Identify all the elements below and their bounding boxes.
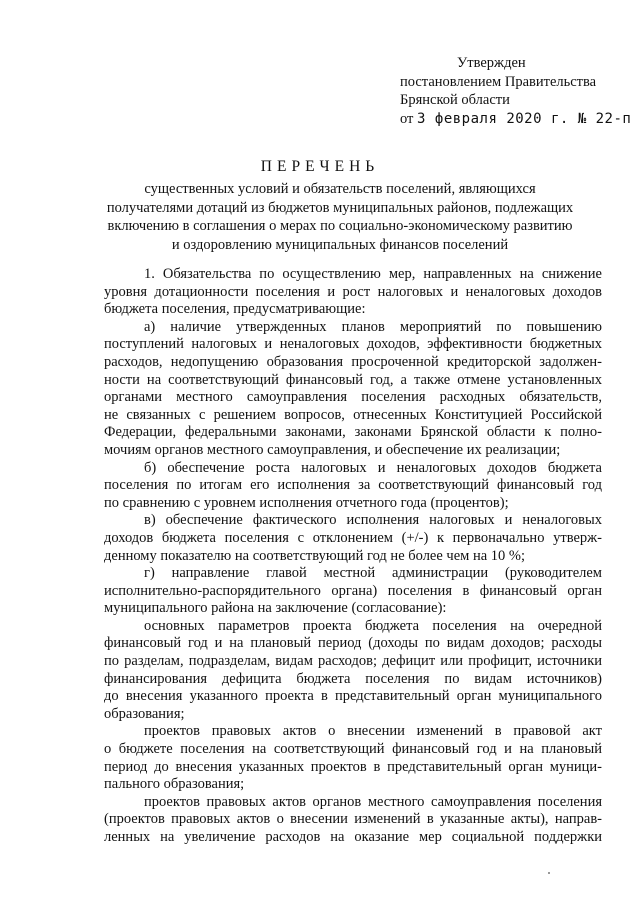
body-line: органами местного самоуправления поселения расходных обязательств, bbox=[104, 389, 602, 406]
body-line: 1. Обязательства по осуществлению мер, направленных на снижение bbox=[144, 266, 602, 282]
body-line: доходов бюджета поселения с отклонением (+/-) к первоначально утверж- bbox=[104, 529, 602, 546]
body-line: бюджета поселения, предусматривающие: bbox=[104, 301, 366, 318]
body-line: проектов правовых актов о внесении изменений в правовой акт bbox=[144, 723, 602, 740]
approval-date-handwritten: 3 февраля 2020 г. № 22-п bbox=[417, 110, 632, 127]
body-line: расходов, недопущению образования просроченной кредиторской задолжен- bbox=[104, 353, 602, 370]
body-line: мочиям органов местного самоуправления, и обеспечение их реализации; bbox=[104, 441, 561, 458]
document-title: ПЕРЕЧЕНЬ bbox=[260, 158, 380, 175]
body-line: в) обеспечение фактического исполнения налоговых и неналоговых bbox=[144, 512, 602, 529]
subtitle-line: и оздоровлению муниципальных финансов поселений bbox=[171, 236, 509, 253]
body-line: поселения по итогам его исполнения за соответствующий финансовый год bbox=[104, 477, 602, 494]
body-line: муниципального района на заключение (согласование): bbox=[104, 600, 447, 617]
body-line: проектов правовых актов органов местного самоуправления поселения bbox=[144, 793, 602, 810]
body-line: б) обеспечение роста налоговых и неналоговых доходов бюджета bbox=[144, 459, 602, 476]
scan-speck bbox=[548, 872, 550, 874]
body-line: образования; bbox=[104, 705, 185, 722]
body-line: ности на соответствующий финансовый год, а также отмене установленных bbox=[104, 371, 602, 388]
body-line: до внесения указанного проекта в представительный орган муниципального bbox=[104, 688, 602, 705]
body-line: уровня дотационности поселения и рост налоговых и неналоговых доходов bbox=[104, 283, 602, 300]
approval-line-1: Утвержден bbox=[457, 55, 526, 71]
body-line: поступлений налоговых и неналоговых доходов, эффективности бюджетных bbox=[104, 336, 602, 353]
body-line: (проектов правовых актов о внесении изменений в указанные акты), направ- bbox=[104, 811, 602, 828]
approval-block bbox=[400, 54, 631, 128]
document-subtitle bbox=[80, 180, 600, 254]
body-line: финансовый год и на плановый период (доходы по видам доходов; расходы bbox=[104, 635, 602, 652]
body-line: г) направление главой местной администрации (руководителем bbox=[144, 565, 602, 582]
subtitle-line: существенных условий и обязательств поселений, являющихся bbox=[144, 181, 536, 197]
body-line: финансирования дефицита бюджета поселения по видам источников) bbox=[104, 670, 602, 687]
approval-date-prefix: от bbox=[400, 110, 414, 127]
body-line: основных параметров проекта бюджета поселения на очередной bbox=[144, 617, 602, 634]
document-body bbox=[104, 266, 602, 847]
body-line: ленных на увеличение расходов на оказание мер социальной поддержки bbox=[104, 829, 602, 845]
body-line: период до внесения указанных проектов в представительный орган муници- bbox=[104, 758, 602, 775]
body-line: пального образования; bbox=[104, 776, 245, 793]
body-line: о бюджете поселения на соответствующий финансовый год и на плановый bbox=[104, 741, 602, 758]
approval-date-line bbox=[400, 110, 631, 129]
body-line: по сравнению с уровнем исполнения отчетного года (процентов); bbox=[104, 494, 509, 511]
body-line: не связанных с решением вопросов, отнесенных Конституцией Российской bbox=[104, 406, 602, 423]
body-line: исполнительно-распорядительного органа) поселения в финансовый орган bbox=[104, 582, 602, 599]
approval-line-2: постановлением Правительства bbox=[400, 73, 597, 90]
body-line: Федерации, федеральными законами, законами Брянской области к полно- bbox=[104, 424, 602, 441]
body-line: денному показателю на соответствующий год не более чем на 10 %; bbox=[104, 547, 526, 564]
subtitle-line: включению в соглашения о мерах по социально-экономическому развитию bbox=[107, 218, 573, 235]
body-line: а) наличие утвержденных планов мероприятий по повышению bbox=[144, 318, 602, 335]
body-line: по разделам, подразделам, видам расходов; дефицит или профицит, источники bbox=[104, 653, 602, 670]
approval-line-3: Брянской области bbox=[400, 92, 510, 108]
subtitle-line: получателями дотаций из бюджетов муниципальных районов, подлежащих bbox=[106, 199, 574, 216]
